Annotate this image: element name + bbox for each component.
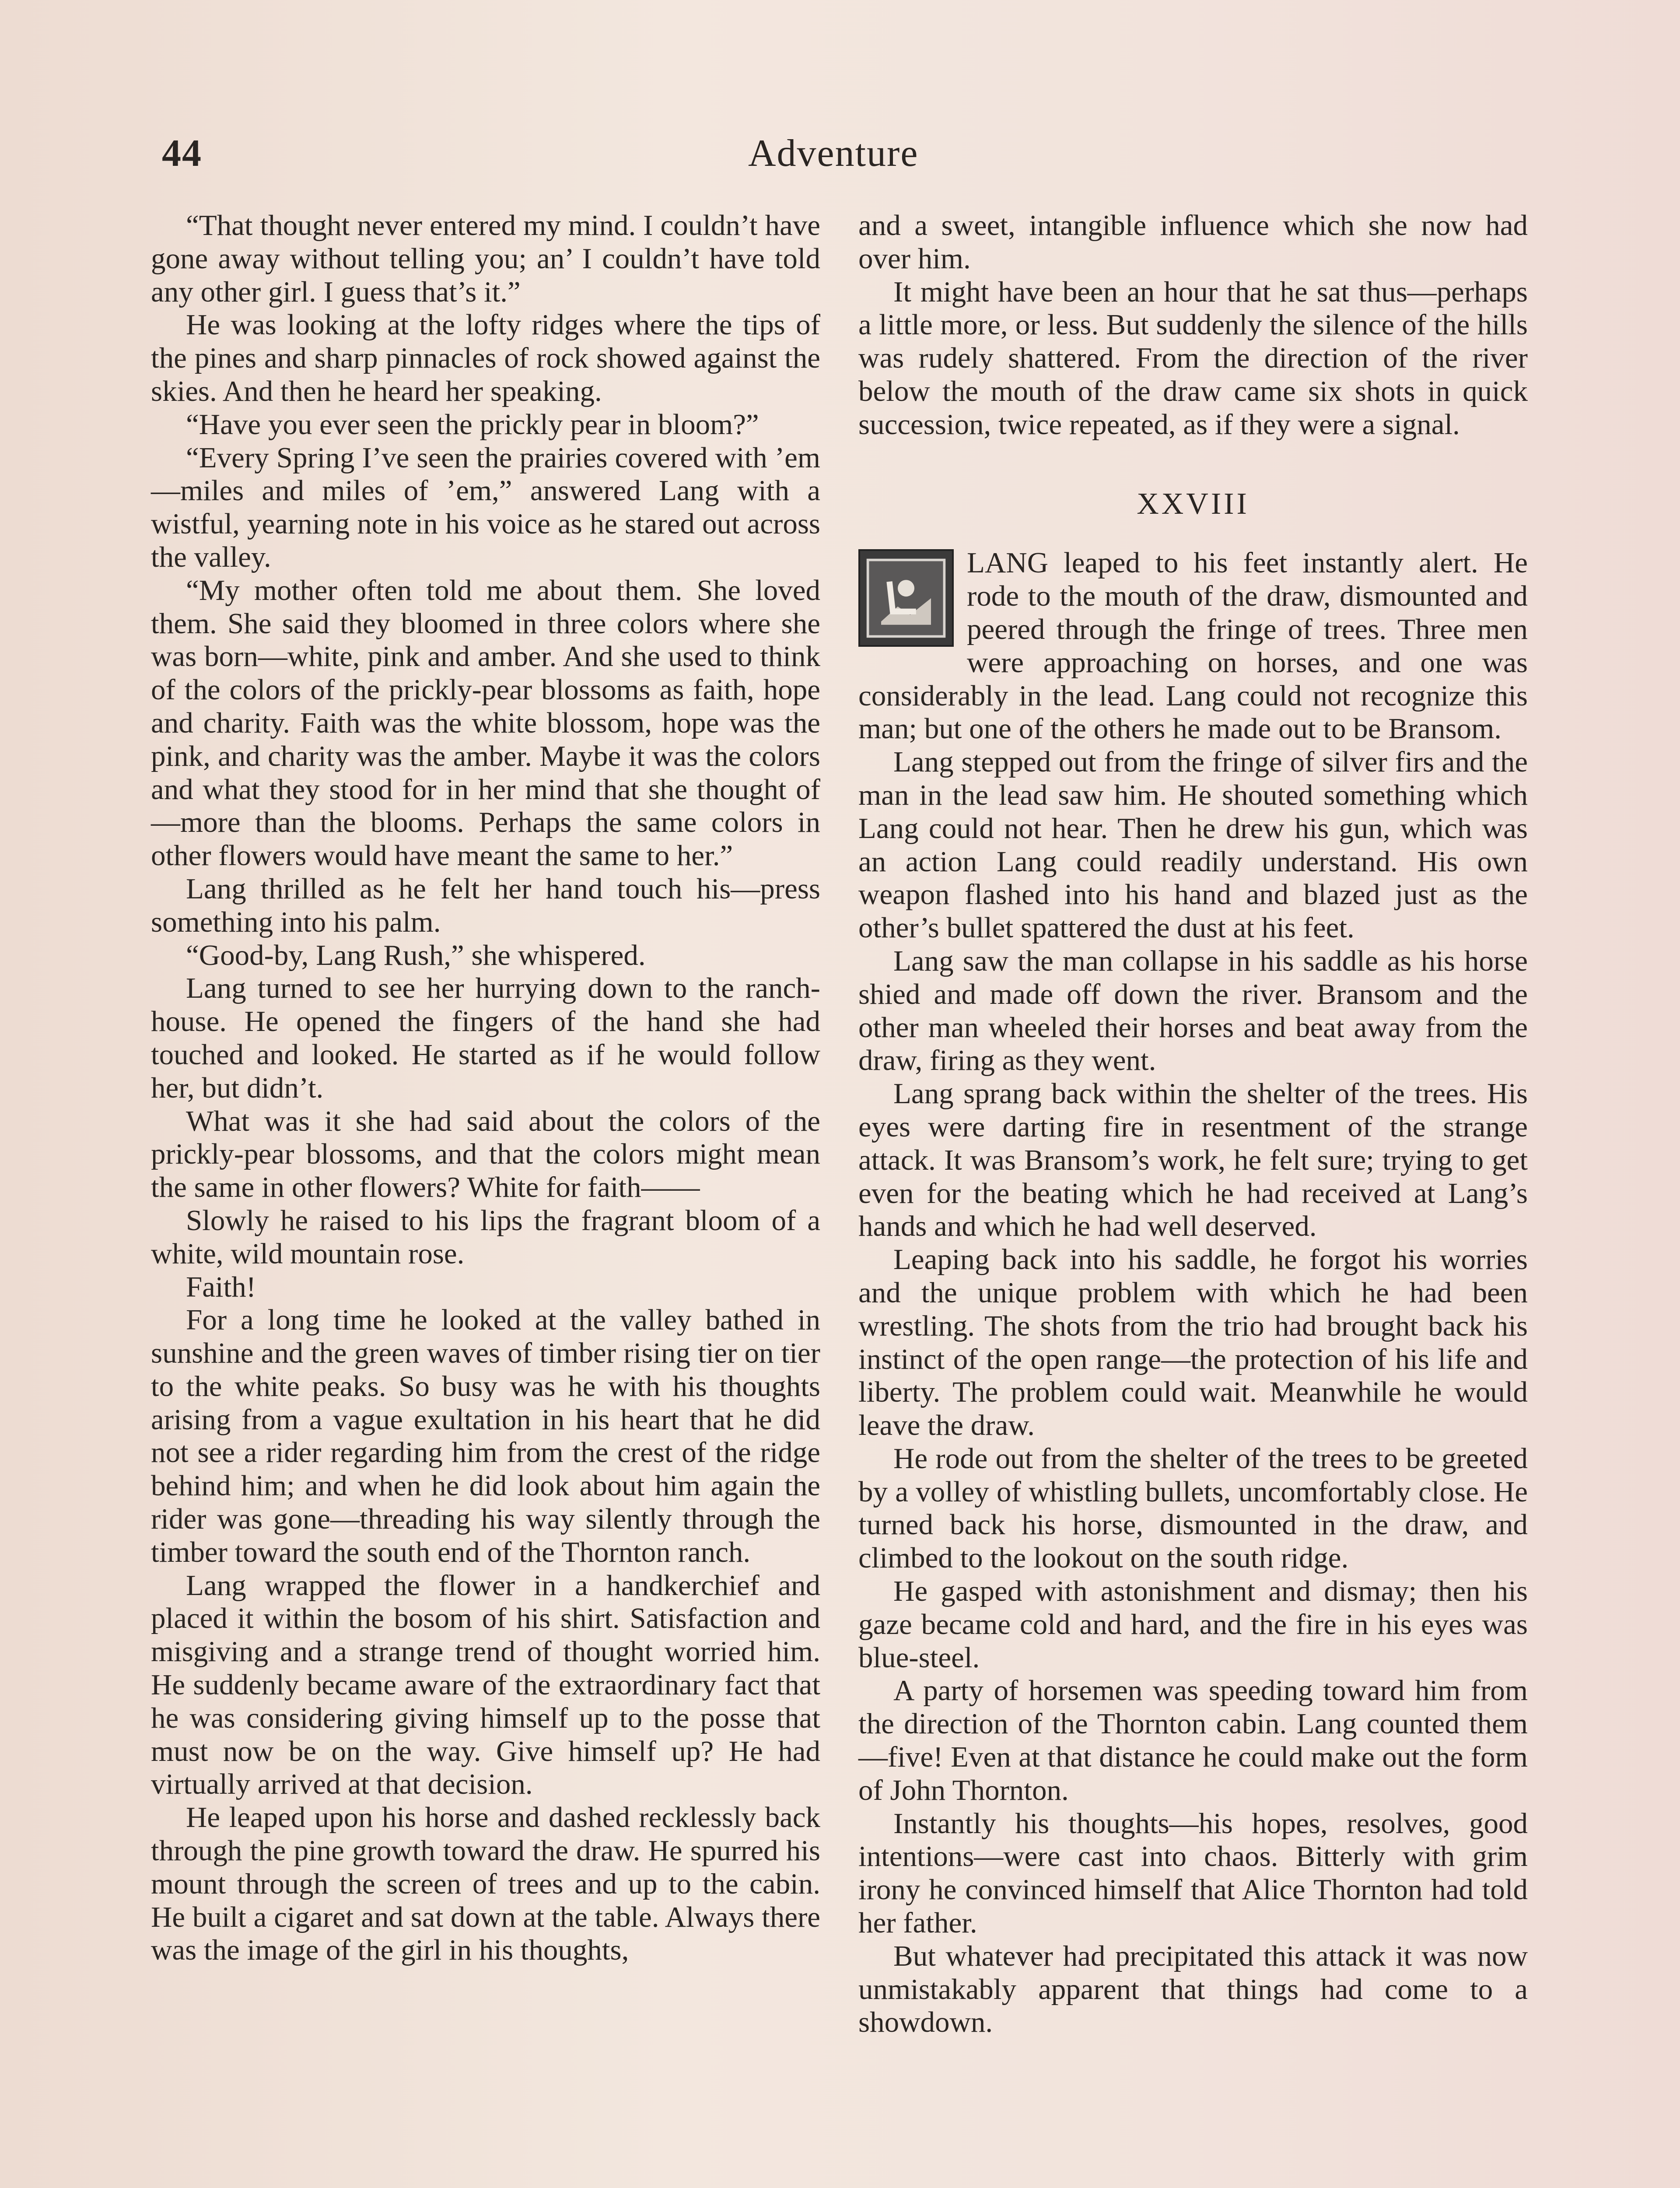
paragraph: Lang turned to see her hurrying down to the ranch-house. He opened the fingers of the hand she had touched and looked. He started as if he would follow her, but didn’t. [151,972,820,1104]
paragraph: “Have you ever seen the prickly pear in bloom?” [186,408,759,441]
paragraph: He was looking at the lofty ridges where the tips of the pines and sharp pinnacles of rock showed against the skies. And then he heard her speaking. [151,309,820,407]
paragraph: “My mother often told me about them. She loved them. She said they bloomed in three colors where she was born—white, pink and amber. And she used to think of the colors of the prickly-pear blossoms as faith, hope and charity. Faith was the white blossom, hope was the pink, and charity was the amber. Maybe it was the colors and what they stood for in her mind that she thought of—more than the blooms. Perhaps the same colors in other flowers would have meant the same to her.” [151,574,820,872]
paragraph: Lang thrilled as he felt her hand touch his—press something into his palm. [151,872,820,938]
paragraph: A party of horsemen was speeding toward him from the direction of the Thornton cabin. Lang counted them—five! Even at that distance he could make out the form of John Thornton. [858,1674,1528,1806]
paragraph: Lang wrapped the flower in a handkerchief and placed it within the bosom of his shirt. Satisfaction and misgiving and a strange trend of thought worried him. He suddenly became aware of the extraordinary fact that he was considering giving himself up to the posse that must now be on the way. Give himself up? He had virtually arrived at that decision. [151,1569,820,1801]
left-column [151,209,820,1967]
page-number: 44 [162,132,202,175]
right-column-bottom [858,547,1528,2039]
paragraph: and a sweet, intangible influence which she now had over him. [858,209,1528,275]
paragraph: Instantly his thoughts—his hopes, resolves, good intentions—were cast into chaos. Bitterly with grim irony he convinced himself that Alice Thornton had told her father. [858,1807,1528,1939]
chapter-body [858,547,1528,2039]
paragraph: He gasped with astonishment and dismay; then his gaze became cold and hard, and the fire in his eyes was blue-steel. [858,1575,1528,1674]
paragraph: “Good-by, Lang Rush,” she whispered. [186,939,646,971]
paragraph: Lang saw the man collapse in his saddle as his horse shied and made off down the river. Bransom and the other man wheeled their horses and beat away from the draw, firing as they went. [858,944,1528,1077]
paragraph: Faith! [186,1270,256,1303]
right-column-top [858,209,1528,442]
paragraph: Lang stepped out from the fringe of silver firs and the man in the lead saw him. He shouted something which Lang could not hear. Then he drew his gun, which was an action Lang could readily understand. His own weapon flashed into his hand and blazed just as the other’s bullet spattered the dust at his feet. [858,746,1528,944]
paragraph: Leaping back into his saddle, he forgot his worries and the unique problem with which he had been wrestling. The shots from the trio had brought back his instinct of the open range—the protection of his life and liberty. The problem could wait. Meanwhile he would leave the draw. [858,1243,1528,1442]
page-header [158,127,954,188]
paragraph: LANG leaped to his feet instantly alert. He rode to the mouth of the draw, dismounted and peered through the fringe of trees. Three men were approaching on horses, and one was considerably in the lead. Lang could not recognize this man; but one of the others he made out to be Bransom. [858,547,1528,745]
paragraph: Lang sprang back within the shelter of the trees. His eyes were darting fire in resentment of the strange attack. It was Bransom’s work, he felt sure; trying to get even for the beating which he had received at Lang’s hands and which he had well deserved. [858,1077,1528,1243]
paragraph: He leaped upon his horse and dashed recklessly back through the pine growth toward the draw. He spurred his mount through the screen of trees and up to the cabin. He built a cigaret and sat down at the table. Always there was the image of the girl in his thoughts, [151,1801,820,1967]
paragraph: He rode out from the shelter of the trees to be greeted by a volley of whistling bullets, uncomfortably close. He turned back his horse, dismounted in the draw, and climbed to the lookout on the south ridge. [858,1442,1528,1574]
right-column [858,209,1528,2039]
paragraph: For a long time he looked at the valley bathed in sunshine and the green waves of timber rising tier on tier to the white peaks. So busy was he with his thoughts arising from a vague exultation in his heart that he did not see a rider regarding him from the crest of the ridge behind him; and when he did look about him again the rider was gone—threading his way silently through the timber toward the south end of the Thornton ranch. [151,1304,820,1568]
paragraph: But whatever had precipitated this attack it was now unmistakably apparent that things had come to a showdown. [858,1939,1528,2039]
chapter-heading: XXVIII [1137,487,1250,521]
ornamental-initial-l-icon [858,549,954,647]
paragraph: “Every Spring I’ve seen the prairies covered with ’em—miles and miles of ’em,” answered Lang with a wistful, yearning note in his voice as he stared out across the valley. [151,441,820,573]
running-title: Adventure [748,132,919,175]
paragraph: It might have been an hour that he sat thus—perhaps a little more, or less. But suddenly the silence of the hills was rudely shattered. From the direction of the river below the mouth of the draw came six shots in quick succession, twice repeated, as if they were a signal. [858,275,1528,441]
paragraph: Slowly he raised to his lips the fragrant bloom of a white, wild mountain rose. [151,1204,820,1270]
paragraph: “That thought never entered my mind. I couldn’t have gone away without telling you; an’ I couldn’t have told any other girl. I guess that’s it.” [151,209,820,308]
paragraph: What was it she had said about the colors of the prickly-pear blossoms, and that the colors might mean the same in other flowers? White for faith—— [151,1105,820,1204]
